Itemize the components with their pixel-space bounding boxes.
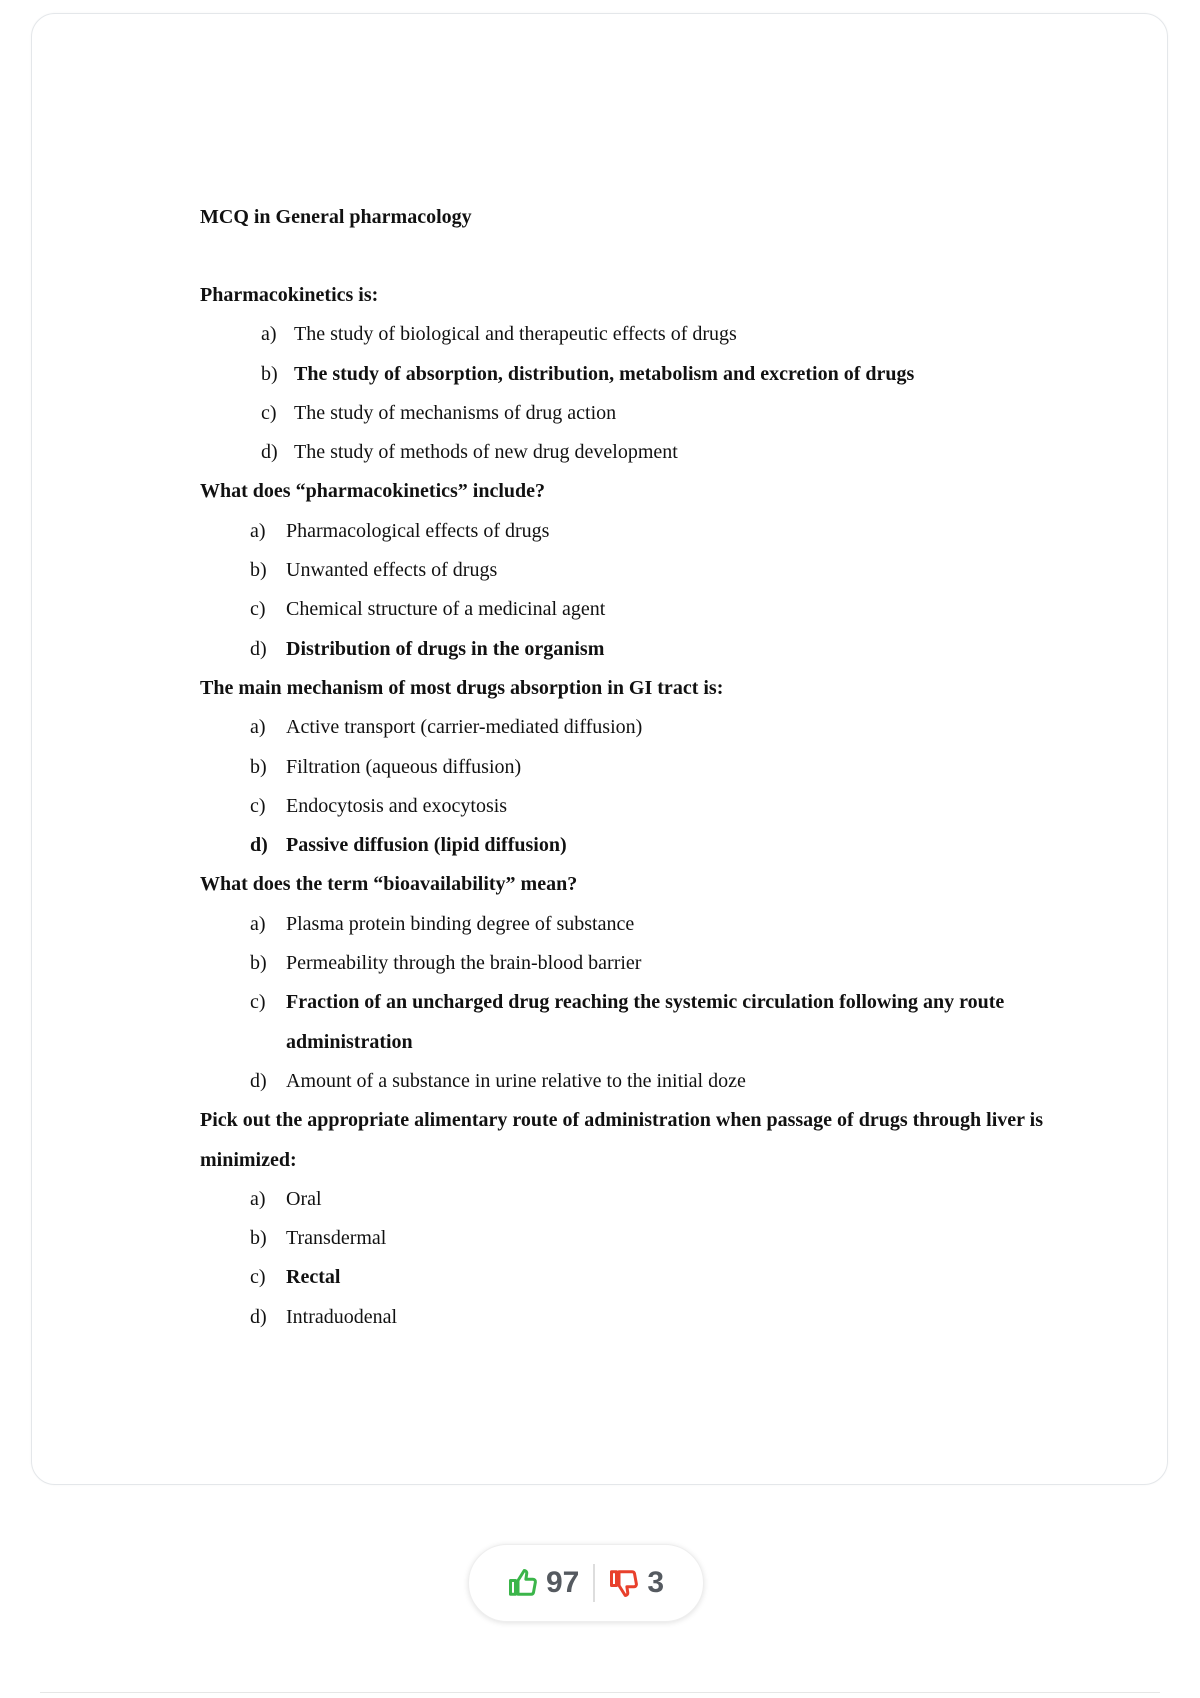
option-text: Intraduodenal (286, 1305, 398, 1328)
option-letter: a) (261, 323, 277, 346)
option-letter: a) (250, 912, 266, 935)
question-5-option-c (200, 1258, 1080, 1297)
option-text: Permeability through the brain-blood barrier (286, 952, 642, 975)
option-letter: c) (261, 401, 277, 424)
question-3 (200, 669, 1080, 865)
question-5-option-d (200, 1298, 1080, 1337)
option-letter: a) (250, 1187, 266, 1210)
thumbs-down-icon (609, 1568, 639, 1598)
question-3-option-b (200, 748, 1080, 787)
option-letter: b) (261, 362, 278, 385)
option-letter: a) (250, 519, 266, 542)
question-2 (200, 472, 1080, 668)
option-letter: c) (250, 991, 266, 1014)
option-text: Chemical structure of a medicinal agent (286, 598, 606, 621)
downvote-count: 3 (647, 1566, 665, 1599)
option-letter: a) (250, 716, 266, 739)
question-5-options (200, 1180, 1080, 1337)
option-text: Amount of a substance in urine relative to the initial doze (286, 1069, 746, 1092)
option-letter: b) (250, 559, 267, 582)
option-letter: c) (250, 598, 266, 621)
option-text: Passive diffusion (lipid diffusion) (286, 834, 567, 857)
option-letter: b) (250, 755, 267, 778)
option-text: Filtration (aqueous diffusion) (286, 755, 522, 778)
question-3-text: The main mechanism of most drugs absorption in GI tract is: (200, 676, 724, 699)
option-text: The study of absorption, distribution, metabolism and excretion of drugs (294, 362, 915, 385)
option-text: Active transport (carrier-mediated diffusion) (286, 716, 643, 739)
question-1-option-a (200, 315, 1080, 354)
question-4-option-a (200, 905, 1080, 944)
question-3-options (200, 708, 1080, 865)
question-5-option-a (200, 1180, 1080, 1219)
question-1-option-d (200, 433, 1080, 472)
question-3-option-d (200, 826, 1080, 865)
upvote-count: 97 (545, 1566, 580, 1599)
option-text: Transdermal (286, 1227, 387, 1250)
option-text: The study of biological and therapeutic effects of drugs (294, 323, 737, 346)
question-2-option-a (200, 512, 1080, 551)
upvote-button[interactable] (494, 1566, 593, 1600)
vote-bar (468, 1544, 704, 1622)
option-text: The study of mechanisms of drug action (294, 401, 617, 424)
thumbs-up-icon (508, 1568, 538, 1598)
option-text: Plasma protein binding degree of substance (286, 912, 635, 935)
option-letter: d) (250, 1305, 267, 1328)
question-4 (200, 865, 1080, 1101)
option-text: Oral (286, 1187, 322, 1210)
downvote-button[interactable] (595, 1566, 678, 1600)
question-2-option-d (200, 630, 1080, 669)
question-2-text: What does “pharmacokinetics” include? (200, 480, 546, 503)
option-letter: d) (250, 834, 268, 857)
question-4-options (200, 905, 1080, 1101)
option-text: Distribution of drugs in the organism (286, 637, 605, 660)
question-3-option-a (200, 708, 1080, 747)
question-2-option-c (200, 590, 1080, 629)
question-1-option-b (200, 355, 1080, 394)
question-4-option-b (200, 944, 1080, 983)
question-5-text: Pick out the appropriate alimentary route of administration when passage of drugs through liver is minimized: (200, 1109, 1043, 1171)
question-1-options (200, 315, 1080, 472)
question-5 (200, 1101, 1080, 1337)
question-4-text: What does the term “bioavailability” mean? (200, 873, 578, 896)
option-letter: d) (250, 1069, 267, 1092)
option-letter: b) (250, 952, 267, 975)
option-text: Unwanted effects of drugs (286, 559, 498, 582)
question-4-option-d (200, 1062, 1080, 1101)
question-5-option-b (200, 1219, 1080, 1258)
question-1-text: Pharmacokinetics is: (200, 284, 379, 306)
option-text: Endocytosis and exocytosis (286, 794, 508, 817)
option-letter: d) (261, 441, 278, 464)
option-text: Pharmacological effects of drugs (286, 519, 550, 542)
question-1-option-c (200, 394, 1080, 433)
option-letter: d) (250, 637, 267, 660)
question-4-option-c (200, 983, 1080, 1062)
question-3-option-c (200, 787, 1080, 826)
option-text: Fraction of an uncharged drug reaching the systemic circulation following any route administration (286, 991, 1005, 1053)
option-text: Rectal (286, 1266, 341, 1289)
question-1 (200, 276, 1080, 472)
option-text: The study of methods of new drug development (294, 441, 678, 464)
option-letter: c) (250, 1266, 266, 1289)
option-letter: b) (250, 1227, 267, 1250)
question-2-option-b (200, 551, 1080, 590)
bottom-divider (40, 1692, 1160, 1693)
option-letter: c) (250, 794, 266, 817)
document-title: MCQ in General pharmacology (200, 206, 472, 228)
document-card (31, 13, 1168, 1485)
document-content (200, 197, 1080, 1337)
question-2-options (200, 512, 1080, 669)
